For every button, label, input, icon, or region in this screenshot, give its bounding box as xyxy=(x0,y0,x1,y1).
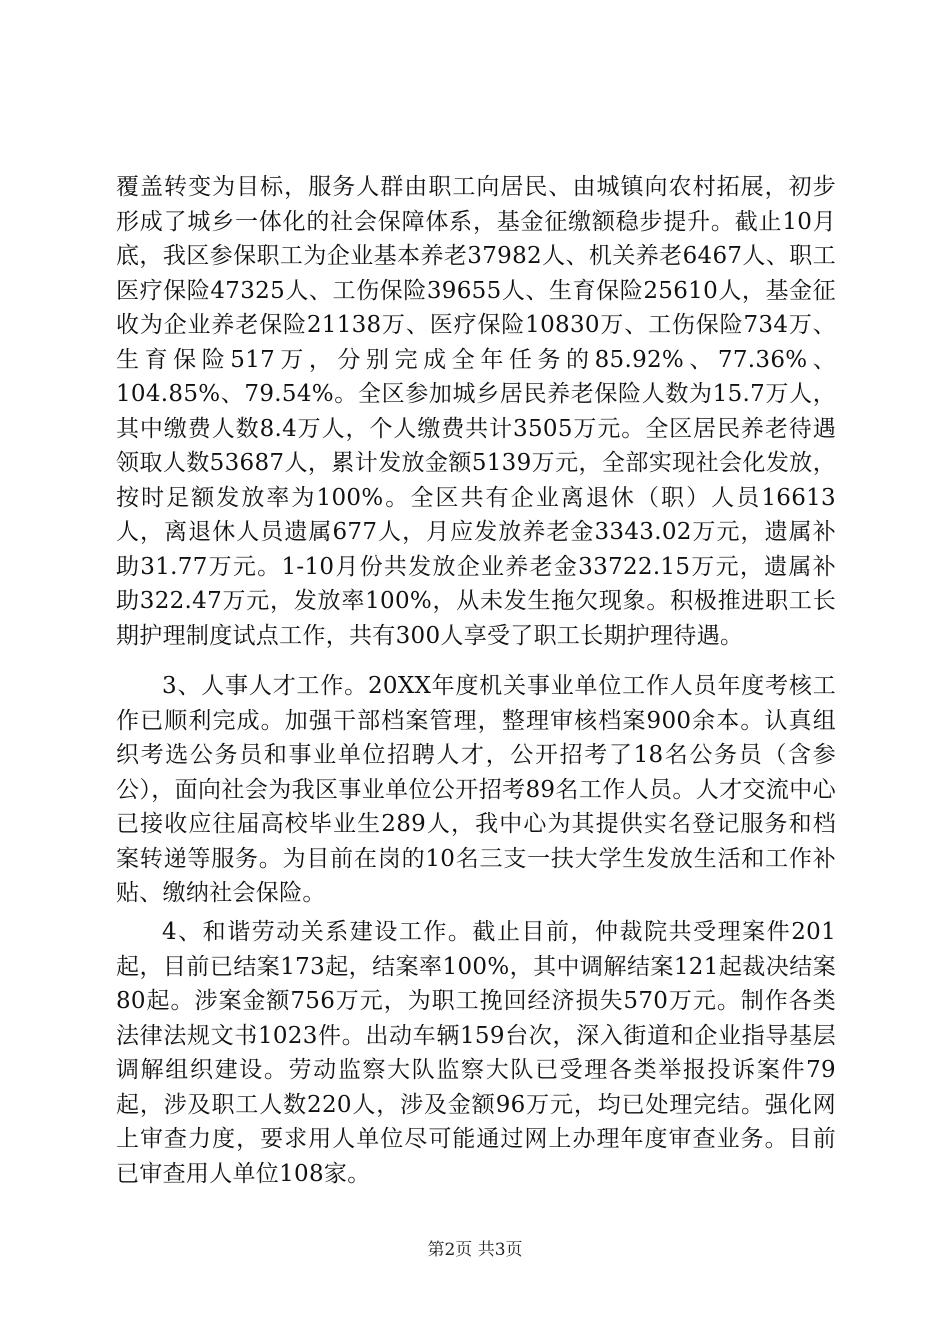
paragraph-personnel-talent: 3、人事人才工作。20XX年度机关事业单位工作人员年度考核工作已顺利完成。加强干部档案管理，整理审核档案900余本。认真组织考选公务员和事业单位招聘人才，公开招考了18名公务员（含参公），面向社会为我区事业单位公开招考89名工作人员。人才交流中心已接收应往届高校毕业生289人，我中心为其提供实名登记服务和档案转递等服务。为目前在岗的10名三支一扶大学生发放生活和工作补贴、缴纳社会保险。 xyxy=(116,673,836,906)
page-number-footer: 第2页 共3页 xyxy=(427,1240,523,1260)
document-page xyxy=(116,0,836,1344)
paragraph-labor-relations: 4、和谐劳动关系建设工作。截止目前，仲裁院共受理案件201起，目前已结案173起，结案率100%，其中调解结案121起裁决结案80起。涉案金额756万元，为职工挽回经济损失570万元。制作各类法律法规文书1023件。出动车辆159台次，深入街道和企业指导基层调解组织建设。劳动监察大队监察大队已受理各类举报投诉案件79起，涉及职工人数220人，涉及金额96万元，均已处理完结。强化网上审查力度，要求用人单位尽可能通过网上办理年度审查业务。目前已审查用人单位108家。 xyxy=(116,919,836,1187)
paragraph-social-insurance: 覆盖转变为目标，服务人群由职工向居民、由城镇向农村拓展，初步形成了城乡一体化的社会保障体系，基金征缴额稳步提升。截止10月底，我区参保职工为企业基本养老37982人、机关养老6467人、职工医疗保险47325人、工伤保险39655人、生育保险25610人，基金征收为企业养老保险21138万、医疗保险10830万、工伤保险734万、生育保险517万，分别完成全年任务的85.92%、77.36%、104.85%、79.54%。全区参加城乡居民养老保险人数为15.7万人，其中缴费人数8.4万人，个人缴费共计3505万元。全区居民养老待遇领取人数53687人，累计发放金额5139万元，全部实现社会化发放，按时足额发放率为100%。全区共有企业离退休（职）人员16613人，离退休人员遗属677人，月应发放养老金3343.02万元，遗属补助31.77万元。1-10月份共发放企业养老金33722.15万元，遗属补助322.47万元，发放率100%，从未发生拖欠现象。积极推进职工长期护理制度试点工作，共有300人享受了职工长期护理待遇。 xyxy=(116,174,836,649)
